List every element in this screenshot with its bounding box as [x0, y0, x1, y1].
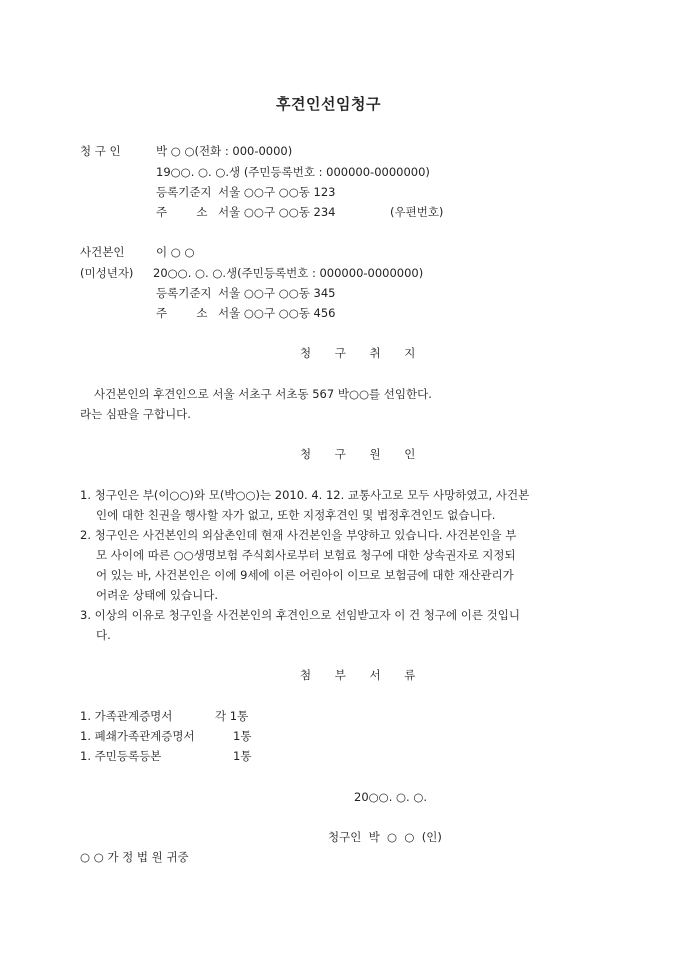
court-addressee: ○ ○ 가 정 법 원 귀중 [80, 850, 189, 864]
principal-registry-value: 서울 ○○구 ○○동 345 [218, 286, 336, 300]
document-title: 후견인선임청구 [276, 95, 381, 113]
petitioner-zip-label: (우편번호) [390, 205, 444, 219]
principal-registry-label: 등록기준지 [156, 286, 212, 300]
petitioner-name: 박 ○ ○(전화 : 000-0000) [156, 144, 293, 158]
attachment-item-qty: 1통 [233, 729, 252, 743]
principal-name: 이 ○ ○ [156, 245, 195, 259]
petitioner-birth: 19○○. ○. ○.생 (주민등록번호 : 000000-0000000) [156, 165, 430, 179]
principal-address-label: 주 소 [156, 306, 208, 320]
petitioner-label: 청 구 인 [80, 144, 121, 158]
attachment-item-name: 1. 가족관계증명서 [80, 709, 173, 723]
attachment-item-qty: 각 1통 [215, 709, 249, 723]
document-date: 20○○. ○. ○. [354, 790, 428, 804]
cause-item-1-line-2: 인에 대한 친권을 행사할 자가 없고, 또한 지정후견인 및 법정후견인도 없습니다. [96, 508, 496, 522]
cause-item-2-line-2: 모 사이에 따른 ○○생명보험 주식회사로부터 보험료 청구에 대한 상속권자로 지정되 [96, 548, 516, 562]
purpose-line-1: 사건본인의 후견인으로 서울 서초구 서초동 567 박○○를 선임한다. [94, 387, 432, 401]
cause-item-3-line-1: 3. 이상의 이유로 청구인을 사건본인의 후견인으로 선임받고자 이 건 청구에 이른 것입니 [80, 608, 520, 622]
cause-item-2-line-3: 어 있는 바, 사건본인은 이에 9세에 이른 어린아이 이므로 보험금에 대한 재산관리가 [96, 568, 514, 582]
cause-item-1-line-1: 1. 청구인은 부(이○○)와 모(박○○)는 2010. 4. 12. 교통사고로 모두 사망하였고, 사건본 [80, 488, 530, 502]
cause-item-2-line-1: 2. 청구인은 사건본인의 외삼촌인데 현재 사건본인을 부양하고 있습니다. 사건본인을 부 [80, 528, 517, 542]
attachment-item-name: 1. 주민등록등본 [80, 749, 162, 763]
attachment-item-qty: 1통 [233, 749, 252, 763]
petitioner-address-label: 주 소 [156, 205, 208, 219]
petitioner-registry-value: 서울 ○○구 ○○동 123 [218, 185, 336, 199]
cause-item-2-line-4: 어려운 상태에 있습니다. [96, 588, 219, 602]
attachments-heading: 첨 부 서 류 [300, 668, 426, 682]
principal-label: 사건본인 [80, 245, 125, 259]
petitioner-signature: 청구인 박 ○ ○ (인) [328, 830, 442, 844]
petitioner-address-value: 서울 ○○구 ○○동 234 [218, 205, 336, 219]
principal-minor-label: (미성년자) [80, 266, 134, 280]
purpose-line-2: 라는 심판을 구합니다. [80, 407, 191, 421]
attachment-item-name: 1. 폐쇄가족관계증명서 [80, 729, 195, 743]
petitioner-registry-label: 등록기준지 [156, 185, 212, 199]
purpose-heading: 청 구 취 지 [300, 346, 426, 360]
principal-birth: 20○○. ○. ○.생(주민등록번호 : 000000-0000000) [153, 266, 424, 280]
principal-address-value: 서울 ○○구 ○○동 456 [218, 306, 336, 320]
cause-heading: 청 구 원 인 [300, 447, 426, 461]
cause-item-3-line-2: 다. [96, 628, 111, 642]
